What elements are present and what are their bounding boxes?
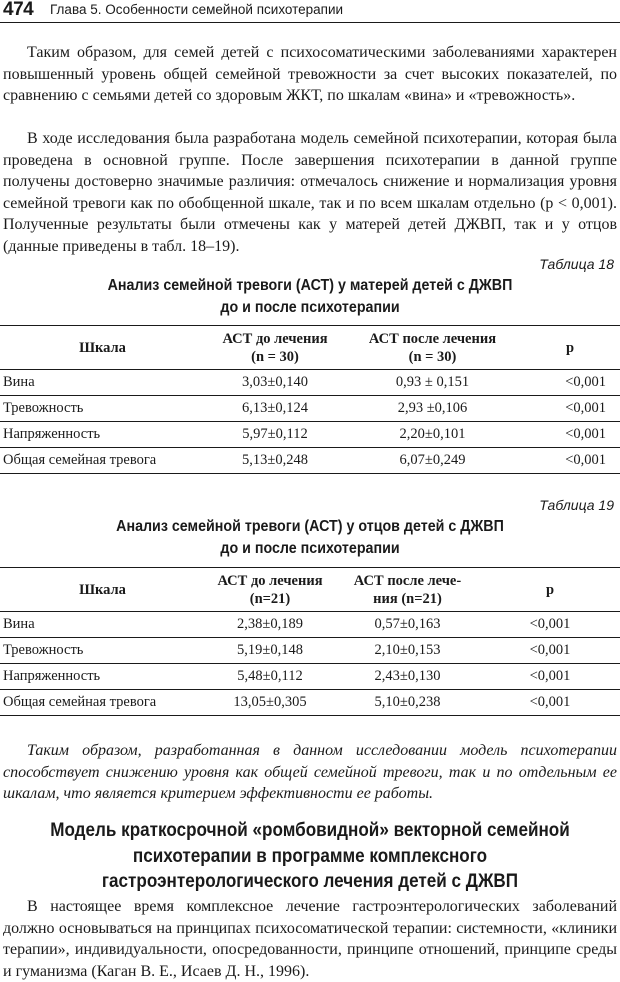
table-19 [0, 567, 620, 716]
header-p: р [520, 326, 620, 370]
chapter-title: Глава 5. Особенности семейной психотерапии [50, 2, 344, 17]
table-row [0, 396, 620, 422]
table-18-header-row [0, 326, 620, 370]
cell-scale: Вина [0, 370, 205, 396]
header-scale: Шкала [0, 326, 205, 370]
cell-after: 2,93 ±0,106 [345, 396, 520, 422]
table-19-title [25, 516, 595, 560]
header-rule [0, 22, 620, 23]
cell-p: <0,001 [520, 396, 620, 422]
paragraph-2: В ходе исследования была разработана модель семейной психотерапии, которая была проведена в основной группе. После завершения психотерапии в данной группе получены достоверно значимые различия: отмечалось снижение и нормализация уровня семейной тревоги как по обобщенной шкале, так и по всем шкалам отдельно (p < 0,001). Полученные результаты были отмечены как у матерей детей ДЖВП, так и у отцов (данные приведены в табл. 18–19). [3, 130, 617, 255]
cell-scale: Напряженность [0, 422, 205, 448]
cell-before: 5,97±0,112 [205, 422, 345, 448]
conclusion-paragraph: Таким образом, разработанная в данном исследовании модель психотерапии способствует снижению уровня как общей семейной тревоги, так и по отдельным ее шкалам, что является критерием эффективности ее работы. [3, 742, 617, 803]
paragraph-1: Таким образом, для семей детей с психосоматическими заболеваниями характерен повышенный уровень общей семейной тревожности за счет высоких показателей, по сравнению с семьями детей со здоровым ЖКТ, по шкалам «вина» и «тревожность». [3, 44, 617, 105]
cell-scale: Тревожность [0, 638, 205, 664]
cell-p: <0,001 [480, 638, 620, 664]
header-before [205, 326, 345, 370]
cell-scale: Тревожность [0, 396, 205, 422]
cell-before: 13,05±0,305 [205, 690, 335, 716]
header-after-line-1: АСТ после лече- [353, 572, 462, 589]
final-paragraph: В настоящее время комплексное лечение гастроэнтерологических заболеваний должно основываться на принципах психосоматической терапии: системности, «клиники терапии», индивидуальности, опосредованности, принципе отношений, принципе среды и гуманизма (Каган В. Е., Исаев Д. Н., 1996). [3, 898, 617, 980]
cell-scale: Вина [0, 612, 205, 638]
table-19-title-line-1: Анализ семейной тревоги (АСТ) у отцов детей с ДЖВП [116, 518, 504, 535]
table-row [0, 664, 620, 690]
cell-p: <0,001 [520, 448, 620, 474]
header-after [335, 568, 480, 612]
header-before-line-2: (n=21) [249, 590, 291, 607]
cell-p: <0,001 [480, 664, 620, 690]
header-before-line-1: АСТ до лечения [217, 572, 323, 589]
table-row [0, 612, 620, 638]
running-header [0, 0, 620, 24]
header-after-line-2: (n = 30) [408, 348, 457, 365]
table-row [0, 448, 620, 474]
table-18-label: Таблица 18 [539, 256, 614, 272]
cell-after: 2,43±0,130 [335, 664, 480, 690]
cell-after: 0,57±0,163 [335, 612, 480, 638]
cell-p: <0,001 [520, 370, 620, 396]
cell-after: 0,93 ± 0,151 [345, 370, 520, 396]
table-row [0, 638, 620, 664]
header-before-line-2: (n = 30) [251, 348, 299, 365]
cell-after: 2,10±0,153 [335, 638, 480, 664]
table-19-title-line-2: до и после психотерапии [220, 540, 400, 557]
header-after-line-2: ния (n=21) [373, 590, 442, 607]
cell-before: 2,38±0,189 [205, 612, 335, 638]
table-18 [0, 325, 620, 474]
cell-p: <0,001 [480, 612, 620, 638]
table-18-title [25, 275, 595, 319]
header-before [205, 568, 335, 612]
section-heading-line-2: психотерапии в программе комплексного [132, 845, 488, 867]
cell-after: 5,10±0,238 [335, 690, 480, 716]
section-heading-line-1: Модель краткосрочной «ромбовидной» векторной семейной [50, 820, 570, 841]
cell-before: 5,48±0,112 [205, 664, 335, 690]
cell-after: 6,07±0,249 [345, 448, 520, 474]
table-row [0, 370, 620, 396]
cell-p: <0,001 [480, 690, 620, 716]
table-18-title-line-1: Анализ семейной тревоги (АСТ) у матерей детей с ДЖВП [107, 277, 513, 294]
cell-before: 5,19±0,148 [205, 638, 335, 664]
table-row [0, 690, 620, 716]
cell-before: 5,13±0,248 [205, 448, 345, 474]
cell-before: 6,13±0,124 [205, 396, 345, 422]
cell-scale: Напряженность [0, 664, 205, 690]
table-19-label: Таблица 19 [539, 497, 614, 513]
cell-after: 2,20±0,101 [345, 422, 520, 448]
table-row [0, 422, 620, 448]
cell-scale: Общая семейная тревога [0, 448, 205, 474]
cell-before: 3,03±0,140 [205, 370, 345, 396]
section-heading [31, 818, 589, 895]
header-after-line-1: АСТ после лечения [368, 330, 497, 347]
header-p: р [480, 568, 620, 612]
header-before-line-1: АСТ до лечения [222, 330, 328, 347]
cell-p: <0,001 [520, 422, 620, 448]
table-18-title-line-2: до и после психотерапии [220, 299, 400, 316]
header-scale: Шкала [0, 568, 205, 612]
table-19-header-row [0, 568, 620, 612]
header-after [345, 326, 520, 370]
cell-scale: Общая семейная тревога [0, 690, 205, 716]
page-number: 474 [3, 0, 34, 20]
section-heading-line-3: гастроэнтерологического лечения детей с ДЖВП [101, 871, 519, 892]
